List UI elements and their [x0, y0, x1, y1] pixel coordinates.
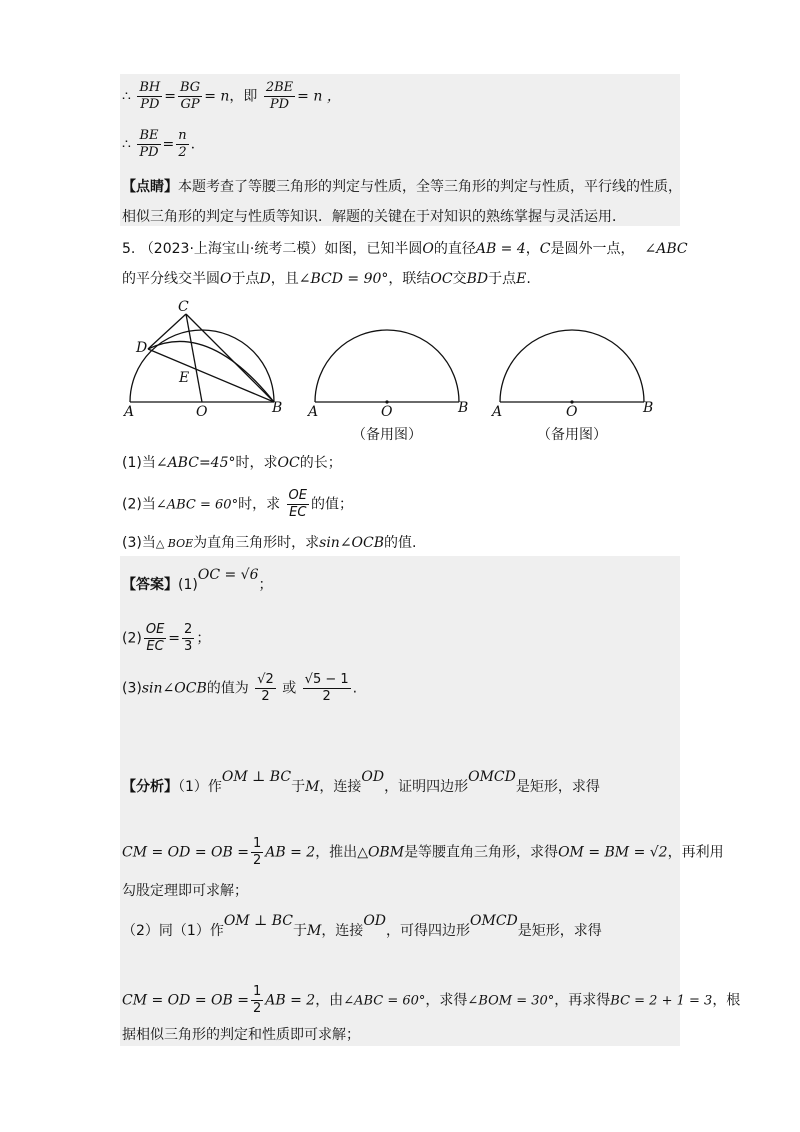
figure-2 [315, 330, 459, 402]
problem-number: 5. [122, 241, 136, 257]
analysis-line-6: 据相似三角形的判定和性质即可求解； [122, 1027, 360, 1043]
answer-tag: 【答案】 [122, 577, 178, 593]
analysis-line-5: CM = OD = OB = $\frac{1}{2}$ AB = 2，由∠ABC = 60°，求得∠BOM = 30°，再求得BC = 2 + 1 = 3，根 [122, 984, 741, 1016]
fig1-label-C: C [178, 299, 189, 315]
analysis-tag: 【分析】 [122, 779, 178, 795]
fig1-label-A: A [124, 404, 135, 420]
comment-tag: 【点睛】 [122, 179, 178, 195]
fig1-label-O: O [196, 404, 208, 420]
fig3-label-O: O [566, 404, 578, 420]
fig2-label-O: O [381, 404, 393, 420]
fig1-label-D: D [136, 340, 148, 356]
analysis-line-3: 勾股定理即可求解； [122, 883, 248, 899]
figure-3 [500, 330, 644, 402]
proof-line-1: ∴ $\frac{BH}{PD}$ = $\frac{BG}{GP}$ = n，即 $\frac{2BE}{PD}$ = n ， [122, 80, 341, 112]
proof-line-2: ∴ $\frac{BE}{PD}$ = $\frac{n}{2}$ . [122, 128, 196, 160]
fig2-label-B: B [458, 400, 469, 416]
fig1-label-B: B [272, 400, 283, 416]
question-1: (1)当∠ABC=45°时，求OC的长； [122, 455, 342, 471]
fig3-label-A: A [492, 404, 503, 420]
question-3: (3)当△ BOE为直角三角形时，求sin∠OCB的值. [122, 535, 417, 551]
figures-svg [118, 296, 678, 446]
comment-line-1: 【点睛】本题考查了等腰三角形的判定与性质，全等三角形的判定与性质，平行线的性质， [122, 179, 682, 195]
comment-line-2: 相似三角形的判定与性质等知识．解题的关键在于对知识的熟练掌握与灵活运用． [122, 209, 626, 225]
problem-line-1: 5. （2023·上海宝山·统考二模）如图，已知半圆O的直径AB = 4，C是圆外一点， ∠ABC [122, 241, 688, 257]
analysis-line-2: CM = OD = OB = $\frac{1}{2}$ AB = 2，推出△OBM是等腰直角三角形，求得OM = BM = √2，再利用 [122, 836, 724, 868]
fig1-label-E: E [179, 370, 190, 386]
analysis-line-1: 【分析】（1）作OM ⊥ BC于M，连接OD，证明四边形OMCD是矩形，求得 [122, 769, 600, 795]
fig3-label-B: B [643, 400, 654, 416]
answer-3: (3)sin∠OCB的值为 $\frac{√2}{2}$ 或 $\frac{√5 - 1}{2}$ . [122, 672, 358, 704]
answer-1: 【答案】(1)OC = √6； [122, 567, 273, 593]
fig3-caption: （备用图） [537, 427, 607, 443]
fig2-label-A: A [308, 404, 319, 420]
question-2: (2)当∠ABC = 60°时，求 $\frac{OE}{EC}$ 的值； [122, 488, 353, 520]
problem-source: （2023·上海宝山·统考二模） [139, 241, 325, 257]
fig2-caption: （备用图） [352, 427, 422, 443]
answer-2: (2) $\frac{OE}{EC}$ = $\frac{2}{3}$ ； [122, 622, 211, 654]
analysis-line-4: （2）同（1）作OM ⊥ BC于M，连接OD，可得四边形OMCD是矩形，求得 [122, 913, 602, 939]
problem-line-2: 的平分线交半圆O于点D，且∠BCD = 90°，联结OC交BD于点E. [122, 271, 531, 287]
figure-1 [130, 314, 274, 402]
